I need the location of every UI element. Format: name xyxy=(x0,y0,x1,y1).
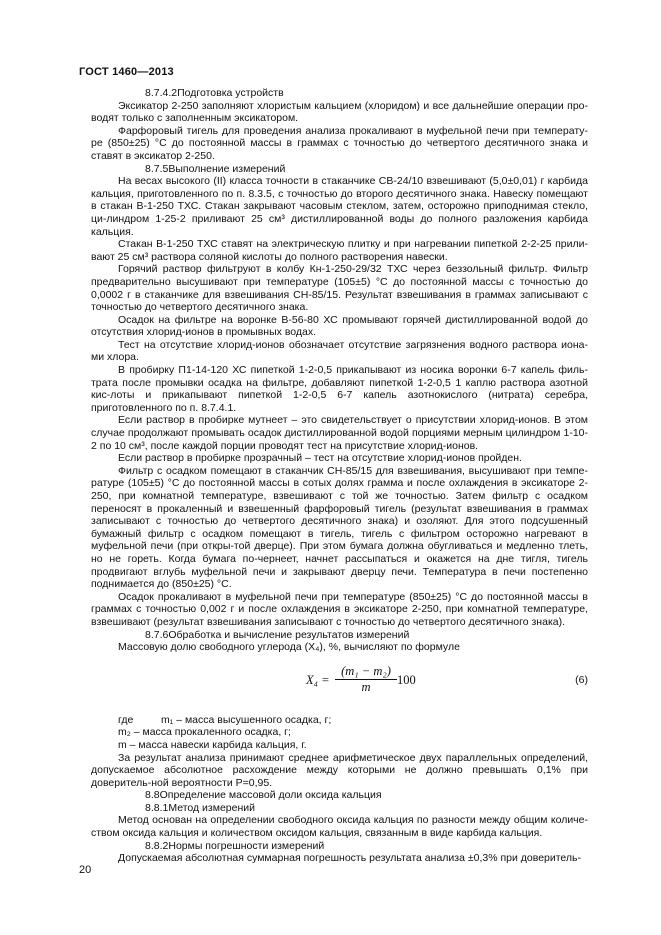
formula-numerator: (m₁ − m₂) xyxy=(335,665,397,681)
formula-number: (6) xyxy=(575,673,588,686)
formula-legend xyxy=(91,714,588,752)
document-body xyxy=(91,87,588,865)
formula-fraction xyxy=(335,665,397,694)
section-title: Нормы погрешности измерений xyxy=(168,839,325,852)
section-heading-8-8-2 xyxy=(91,840,588,853)
document-header-code: ГОСТ 1460—2013 xyxy=(79,66,174,78)
legend-row-m1 xyxy=(91,714,588,727)
paragraph: Стакан В-1-250 ТХС ставят на электрическую плитку и при нагревании пипеткой 2-2-25 прили-вают 25 см³ раствора соляной кислоты до полного растворения навески. xyxy=(91,238,588,263)
legend-where: где xyxy=(118,713,134,726)
section-title: Выполнение измерений xyxy=(168,162,286,175)
paragraph: Метод основан на определении свободного оксида кальция по разности между общим количе-ством оксида кальция и количеством оксидом кальция, связанным в виде карбида кальция. xyxy=(91,814,588,840)
paragraph: Фильтр с осадком помещают в стаканчик СН-85/15 для взвешивания, высушивают при темпе-ратуре (105±5) °С до постоянной массы в сотых долях грамма и после охлаждения в эксикаторе 2-250, при комнатной температуре, взвешивают с той же точностью. Затем фильтр с осадком переносят в прокаленный и взвешенный фарфоровый тигель (результат взвешивания в граммах записывают с точностью до четвертого десятичного знака) и озоляют. Для этого подсушенный бумажный фильтр с осадком помещают в тигель, тигель с фильтром осторожно нагревают в муфельной печи (при откры-той дверце). При этом бумага должна обугливаться и медленно тлеть, но не гореть. Когда бумага по-чернеет, начнет рассыпаться и окажется на дне тигля, тигель продвигают вглубь муфельной печи и закрывают дверцу печи. Температура в печи постепенно поднимается до (850±25) °С. xyxy=(91,464,588,591)
paragraph: Горячий раствор фильтруют в колбу Кн-1-250-29/32 ТХС через беззольный фильтр. Фильтр предварительно высушивают при температуре (105±5) °С до постоянной массы с точностью до 0,0002 г в стаканчике для взвешивания СН-85/15. Результат взвешивания в граммах записывают с точностью до четвертого десятичного знака. xyxy=(91,263,588,314)
section-number: 8.8 xyxy=(145,789,160,802)
section-heading-8-7-5 xyxy=(91,163,588,176)
formula-6 xyxy=(91,662,588,708)
paragraph: За результат анализа принимают среднее арифметическое двух параллельных определений, допускаемое абсолютное расхождение между которыми не должно превышать 0,1% при доверитель-ной вероятности Р=0,95. xyxy=(91,751,588,789)
paragraph: Эксикатор 2-250 заполняют хлористым кальцием (хлоридом) и все дальнейшие операции про-водят только с заполненным эксикатором. xyxy=(91,99,588,125)
paragraph: Осадок прокаливают в муфельной печи при температуре (850±25) °С до постоянной массы в граммах с точностью 0,002 г и после охлаждения в эксикаторе 2-250, при комнатной температуре, взвешивают (результат взвешивания записывают с точностью до четвертого десятичного знака). xyxy=(91,590,588,628)
page-number: 20 xyxy=(79,864,92,876)
formula-multiplier: 100 xyxy=(397,672,416,687)
section-number: 8.8.2 xyxy=(145,839,169,852)
section-number: 8.7.4.2 xyxy=(145,87,178,99)
section-heading-8-8-1 xyxy=(91,802,588,815)
section-number: 8.8.1 xyxy=(145,801,169,814)
formula-lhs: X₄ = xyxy=(306,672,330,687)
paragraph: Тест на отсутствие хлорид-ионов обозначает отсутствие загрязнения водного раствора иона-ми хлора. xyxy=(91,338,588,364)
section-title: Подготовка устройств xyxy=(177,87,284,99)
legend-row-m xyxy=(91,739,588,752)
section-title: Определение массовой доли оксида кальция xyxy=(159,789,382,802)
formula-denominator: m xyxy=(361,680,371,695)
paragraph: Фарфоровый тигель для проведения анализа прокаливают в муфельной печи при температу-ре (850±25) °С до постоянной массы в граммах с точностью до четвертого десятичного знака и ставят в эксикатор 2-250. xyxy=(91,124,588,162)
paragraph: Осадок на фильтре на воронке В-56-80 ХС промывают горячей дистиллированной водой до отсутствия хлорид-ионов в промывных водах. xyxy=(91,313,588,339)
legend-m: m – масса навески карбида кальция, г. xyxy=(118,738,307,751)
section-heading-8-7-4-2 xyxy=(91,87,588,100)
section-heading-8-8 xyxy=(91,789,588,802)
paragraph: Если раствор в пробирке прозрачный – тест на отсутствие хлорид-ионов пройден. xyxy=(118,452,522,465)
section-number: 8.7.5 xyxy=(145,162,169,175)
section-title: Метод измерений xyxy=(168,801,256,814)
legend-row-m2 xyxy=(91,726,588,739)
section-title: Обработка и вычисление результатов измерений xyxy=(168,628,410,641)
paragraph: Массовую долю свободного углерода (X₄), %, вычисляют по формуле xyxy=(118,641,460,654)
paragraph: На весах высокого (II) класса точности в стаканчике СВ-24/10 взвешивают (5,0±0,01) г карбида кальция, приготовленного по п. 8.3.5, с точностью до второго десятичного знака. Навеску помещают в стакан В-1-250 ТХС. Стакан закрывают часовым стеклом, затем, осторожно приподнимая стекло, ци-линдром 1-25-2 приливают 25 см³ дистиллированной воды до полного разложения карбида кальция. xyxy=(91,175,588,238)
paragraph: Допускаемая абсолютная суммарная погрешность результата анализа ±0,3% при доверитель- xyxy=(118,852,582,865)
paragraph: Если раствор в пробирке мутнеет – это свидетельствует о присутствии хлорид-ионов. В этом случае продолжают промывать осадок дистиллированной водой порциями мерным цилиндром 1-10-2 по 10 см³, после каждой порции проводят тест на присутствие хлорид-ионов. xyxy=(91,414,588,452)
section-number: 8.7.6 xyxy=(145,628,169,641)
paragraph: В пробирку П1-14-120 ХС пипеткой 1-2-0,5 прикапывают из носика воронки 6-7 капель филь-трата после промывки осадка на фильтре, добавляют пипеткой 1-2-0,5 1 каплю раствора азотной кис-лоты и прикапывают пипеткой 1-2-0,5 6-7 капель азотнокислого (нитрата) серебра, приготовленного по п. 8.7.4.1. xyxy=(91,364,588,414)
section-heading-8-7-6 xyxy=(91,629,588,642)
legend-m1: m₁ – масса высушенного осадка, г; xyxy=(161,713,332,726)
legend-m2: m₂ – масса прокаленного осадка, г; xyxy=(118,726,291,739)
